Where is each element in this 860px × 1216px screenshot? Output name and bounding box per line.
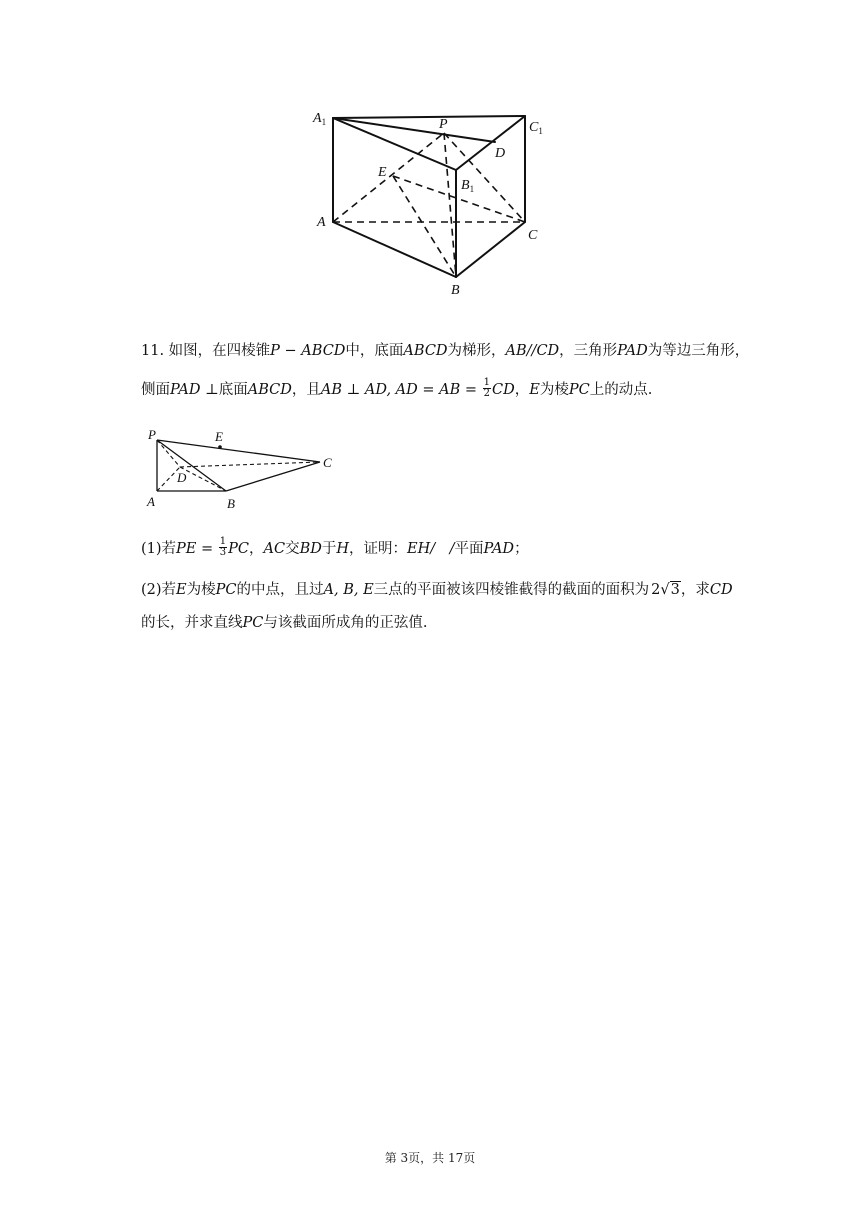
label-p: P bbox=[439, 117, 448, 132]
pyramid-figure bbox=[140, 422, 340, 514]
edge-d-c bbox=[180, 462, 320, 467]
label-a: A bbox=[147, 494, 155, 509]
label-e: E bbox=[378, 165, 387, 180]
label-c: C bbox=[528, 228, 538, 243]
fraction-one-half: $\frac{1}{2}$ bbox=[483, 376, 491, 399]
edge-a1-b1 bbox=[333, 118, 456, 170]
label-c: C bbox=[323, 455, 332, 470]
point-e bbox=[218, 445, 222, 449]
label-a: A bbox=[317, 215, 326, 230]
edge-p-d bbox=[157, 440, 180, 467]
edge-a1-d bbox=[333, 118, 495, 142]
edge-b-c bbox=[226, 462, 320, 491]
label-a1: $A_1$ bbox=[313, 111, 327, 127]
part-1: (1)若PE = $\frac{1}{3}$ PC，AC交BD于H，证明：EH/ /平面PAD； bbox=[141, 535, 529, 558]
label-c1: $C_1$ bbox=[529, 120, 543, 136]
label-d: D bbox=[495, 146, 506, 161]
area-value: 2√3 bbox=[651, 582, 680, 598]
part-2-line-1: (2)若E为棱PC的中点，且过A, B, E三点的平面被该四棱锥截得的截面的面积为 2√3，求CD bbox=[141, 582, 733, 598]
fraction-one-third: $\frac{1}{3}$ bbox=[219, 535, 227, 558]
label-b: B bbox=[227, 496, 235, 511]
edge-d-b bbox=[180, 467, 226, 491]
edge-b1-c1 bbox=[456, 116, 525, 170]
page-footer: 第 3页，共 17页 bbox=[384, 1151, 476, 1165]
problem-11-line-1: 11. 如图，在四棱锥P − ABCD中，底面ABCD为梯形，AB//CD，三角形PAD为等边三角形， bbox=[141, 343, 750, 359]
edge-a1-c1 bbox=[333, 116, 525, 118]
label-p: P bbox=[148, 427, 156, 442]
edge-e-c bbox=[393, 176, 525, 222]
label-b1: $B_1$ bbox=[461, 178, 475, 194]
label-e: E bbox=[215, 429, 223, 444]
edge-a-b bbox=[333, 222, 456, 277]
label-b: B bbox=[451, 283, 460, 298]
prism-figure bbox=[300, 100, 560, 300]
edge-a-p bbox=[333, 133, 444, 222]
label-d: D bbox=[177, 470, 187, 485]
edge-p-b bbox=[444, 133, 456, 277]
edge-b-c bbox=[456, 222, 525, 277]
problem-11-line-2: 侧面PAD ⊥底面ABCD，且AB ⊥ AD, AD = AB = $\frac{1}{2}$ CD，E为棱PC上的动点. bbox=[141, 376, 653, 399]
part-2-line-2: 的长，并求直线PC与该截面所成角的正弦值. bbox=[141, 615, 428, 631]
